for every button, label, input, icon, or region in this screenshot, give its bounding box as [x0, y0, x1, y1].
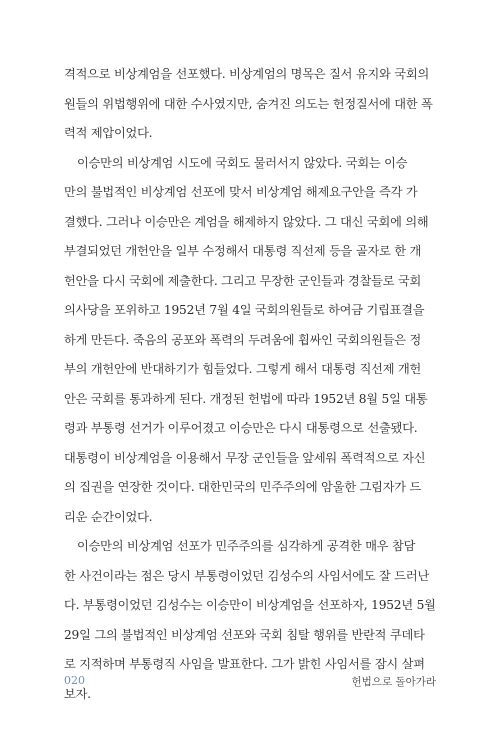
text-line: 결했다. 그러나 이승만은 계엄을 해제하지 않았다. 그 대신 국회에 의해 — [64, 214, 429, 229]
text-line: 령과 부통령 선거가 이루어졌고 이승만은 다시 대통령으로 선출됐다. — [64, 421, 418, 435]
text-line: 부의 개헌안에 반대하기가 힘들었다. 그렇게 해서 대통령 직선제 개헌 — [64, 362, 422, 376]
text-line: 이승만의 비상계엄 시도에 국회도 물러서지 않았다. 국회는 이승 — [77, 155, 408, 170]
text-line: 원들의 위법행위에 대한 수사였지만, 숨겨진 의도는 헌정질서에 대한 폭 — [64, 96, 433, 111]
text-line: 력적 제압이었다. — [64, 126, 153, 140]
text-line: 안은 국회를 통과하게 된다. 개정된 헌법에 따라 1952년 8월 5일 대통 — [64, 391, 428, 406]
body-text — [64, 60, 436, 709]
text-line: 격적으로 비상계엄을 선포했다. 비상계엄의 명목은 질서 유지와 국회의 — [64, 67, 430, 81]
text-line: 29일 그의 불법적인 비상계엄 선포와 국회 침탈 행위를 반란적 쿠데타 — [64, 627, 425, 642]
text-line: 한 사건이라는 점은 당시 부통령이었던 김성수의 사임서에도 잘 드러난 — [64, 568, 430, 583]
text-line: 보자. — [64, 686, 91, 701]
text-line: 리운 순간이었다. — [64, 509, 153, 524]
text-line: 의사당을 포위하고 1952년 7월 4일 국회의원들로 하여금 기립표결을 — [64, 303, 425, 317]
text-line: 의 집권을 연장한 것이다. 대한민국의 민주주의에 암울한 그림자가 드 — [64, 480, 422, 494]
text-line: 대통령이 비상계엄을 이용해서 무장 군인들을 앞세워 폭력적으로 자신 — [64, 450, 426, 465]
text-line: 하게 만든다. 죽음의 공포와 폭력의 두려움에 휩싸인 국회의원들은 정 — [64, 332, 422, 347]
text-line: 부결되었던 개헌안을 일부 수정해서 대통령 직선제 등을 골자로 한 개 — [64, 244, 422, 258]
text-line: 이승만의 비상계엄 선포가 민주주의를 심각하게 공격한 매우 참담 — [77, 539, 416, 553]
text-line: 헌안을 다시 국회에 제출한다. 그리고 무장한 군인들과 경찰들로 국회 — [64, 273, 422, 288]
running-title: 헌법으로 돌아가라 — [351, 676, 436, 688]
page-number: 020 — [64, 674, 85, 687]
text-line: 만의 불법적인 비상계엄 선포에 맞서 비상계엄 해제요구안을 즉각 가 — [64, 185, 418, 199]
text-line: 로 지적하며 부통령직 사임을 발표한다. 그가 밝힌 사임서를 잠시 살펴 — [64, 657, 425, 671]
text-line: 다. 부통령이었던 김성수는 이승만이 비상계엄을 선포하자, 1952년 5월 — [64, 598, 436, 612]
